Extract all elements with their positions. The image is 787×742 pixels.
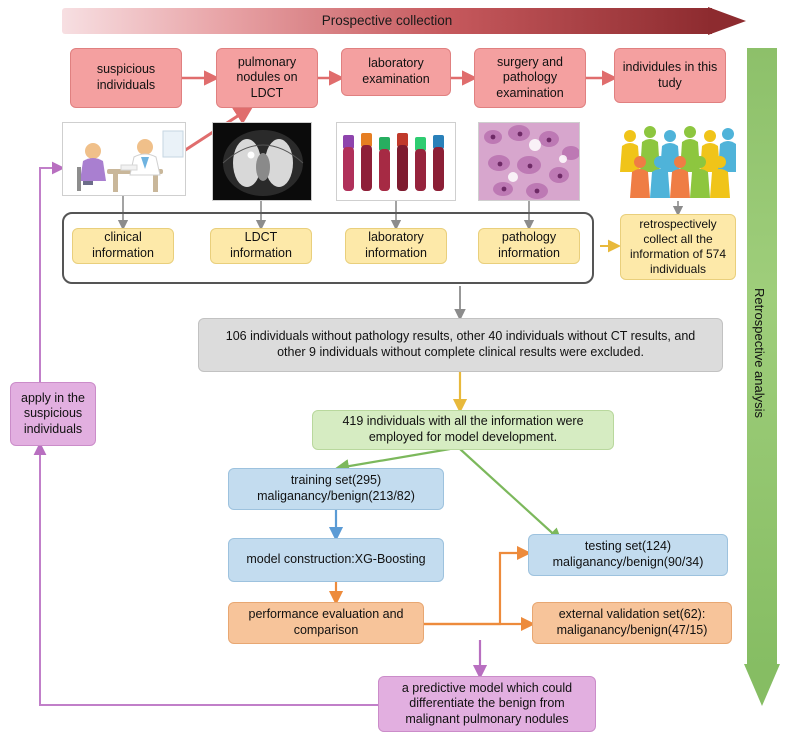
- node-predictive-model[interactable]: [378, 676, 596, 732]
- node-external-validation-set-label: external validation set(62): maliganancy/benign(47/15): [556, 607, 708, 637]
- node-ldct-information[interactable]: [210, 228, 312, 264]
- node-individuals-in-study[interactable]: [614, 48, 726, 103]
- node-testing-set-label: testing set(124) maliganancy/benign(90/34): [552, 539, 704, 569]
- node-suspicious-individuals-label: suspicious individuals: [96, 62, 156, 92]
- node-performance-evaluation[interactable]: [228, 602, 424, 644]
- node-training-set[interactable]: [228, 468, 444, 510]
- node-model-construction[interactable]: [228, 538, 444, 582]
- node-model-construction-label: model construction:XG-Boosting: [246, 552, 426, 567]
- node-apply-label: apply in the suspicious individuals: [21, 390, 85, 436]
- node-individuals-in-study-label: individules in this tudy: [622, 59, 718, 90]
- node-clinical-information-label: clinical information: [92, 230, 154, 260]
- node-laboratory-information[interactable]: [345, 228, 447, 264]
- retro-arrow-label: Retrospective analysis: [752, 287, 767, 419]
- node-apply-in-suspicious-individuals[interactable]: [10, 382, 96, 446]
- node-testing-set[interactable]: [528, 534, 728, 576]
- node-included-individuals[interactable]: [312, 410, 614, 450]
- node-pathology-information[interactable]: [478, 228, 580, 264]
- node-surgery-pathology-examination-label: surgery and pathology examination: [496, 54, 564, 100]
- consultation-illustration: [62, 122, 186, 196]
- node-training-set-label: training set(295) maliganancy/benign(213/82): [257, 473, 415, 503]
- node-excluded-individuals-label: 106 individuals without pathology results, other 40 individuals without CT results, and other 9 individuals without complete clinical results were excluded.: [225, 329, 696, 359]
- study-population-image: [618, 122, 736, 201]
- prospective-arrow-label: Prospective collection: [321, 13, 453, 28]
- prospective-collection-arrow: [62, 8, 746, 34]
- node-performance-evaluation-label: performance evaluation and comparison: [248, 607, 404, 637]
- pathology-histology-image: [478, 122, 580, 201]
- node-ldct-information-label: LDCT information: [230, 230, 292, 260]
- node-retrospective-collection[interactable]: [620, 214, 736, 280]
- node-suspicious-individuals[interactable]: [70, 48, 182, 108]
- node-pulmonary-nodules-ldct[interactable]: [216, 48, 318, 108]
- node-surgery-pathology-examination[interactable]: [474, 48, 586, 108]
- node-included-individuals-label: 419 individuals with all the information were employed for model development.: [342, 414, 584, 444]
- node-excluded-individuals[interactable]: [198, 318, 723, 372]
- node-predictive-model-label: a predictive model which could differentiate the benign from malignant pulmonary nodules: [401, 680, 573, 726]
- ldct-scan-image: [212, 122, 312, 201]
- node-external-validation-set[interactable]: [532, 602, 732, 644]
- node-pathology-information-label: pathology information: [498, 230, 560, 260]
- node-laboratory-examination[interactable]: [341, 48, 451, 96]
- node-laboratory-information-label: laboratory information: [365, 230, 427, 260]
- node-laboratory-examination-label: laboratory examination: [362, 56, 430, 86]
- node-retrospective-collection-label: retrospectively collect all the information of 574 individuals: [629, 217, 727, 276]
- blood-tubes-image: [336, 122, 456, 201]
- node-clinical-information[interactable]: [72, 228, 174, 264]
- retro-arrow-head: [744, 664, 780, 706]
- retrospective-analysis-arrow: [745, 48, 779, 708]
- prospective-arrow-head: [708, 7, 746, 35]
- node-pulmonary-nodules-ldct-label: pulmonary nodules on LDCT: [236, 54, 298, 100]
